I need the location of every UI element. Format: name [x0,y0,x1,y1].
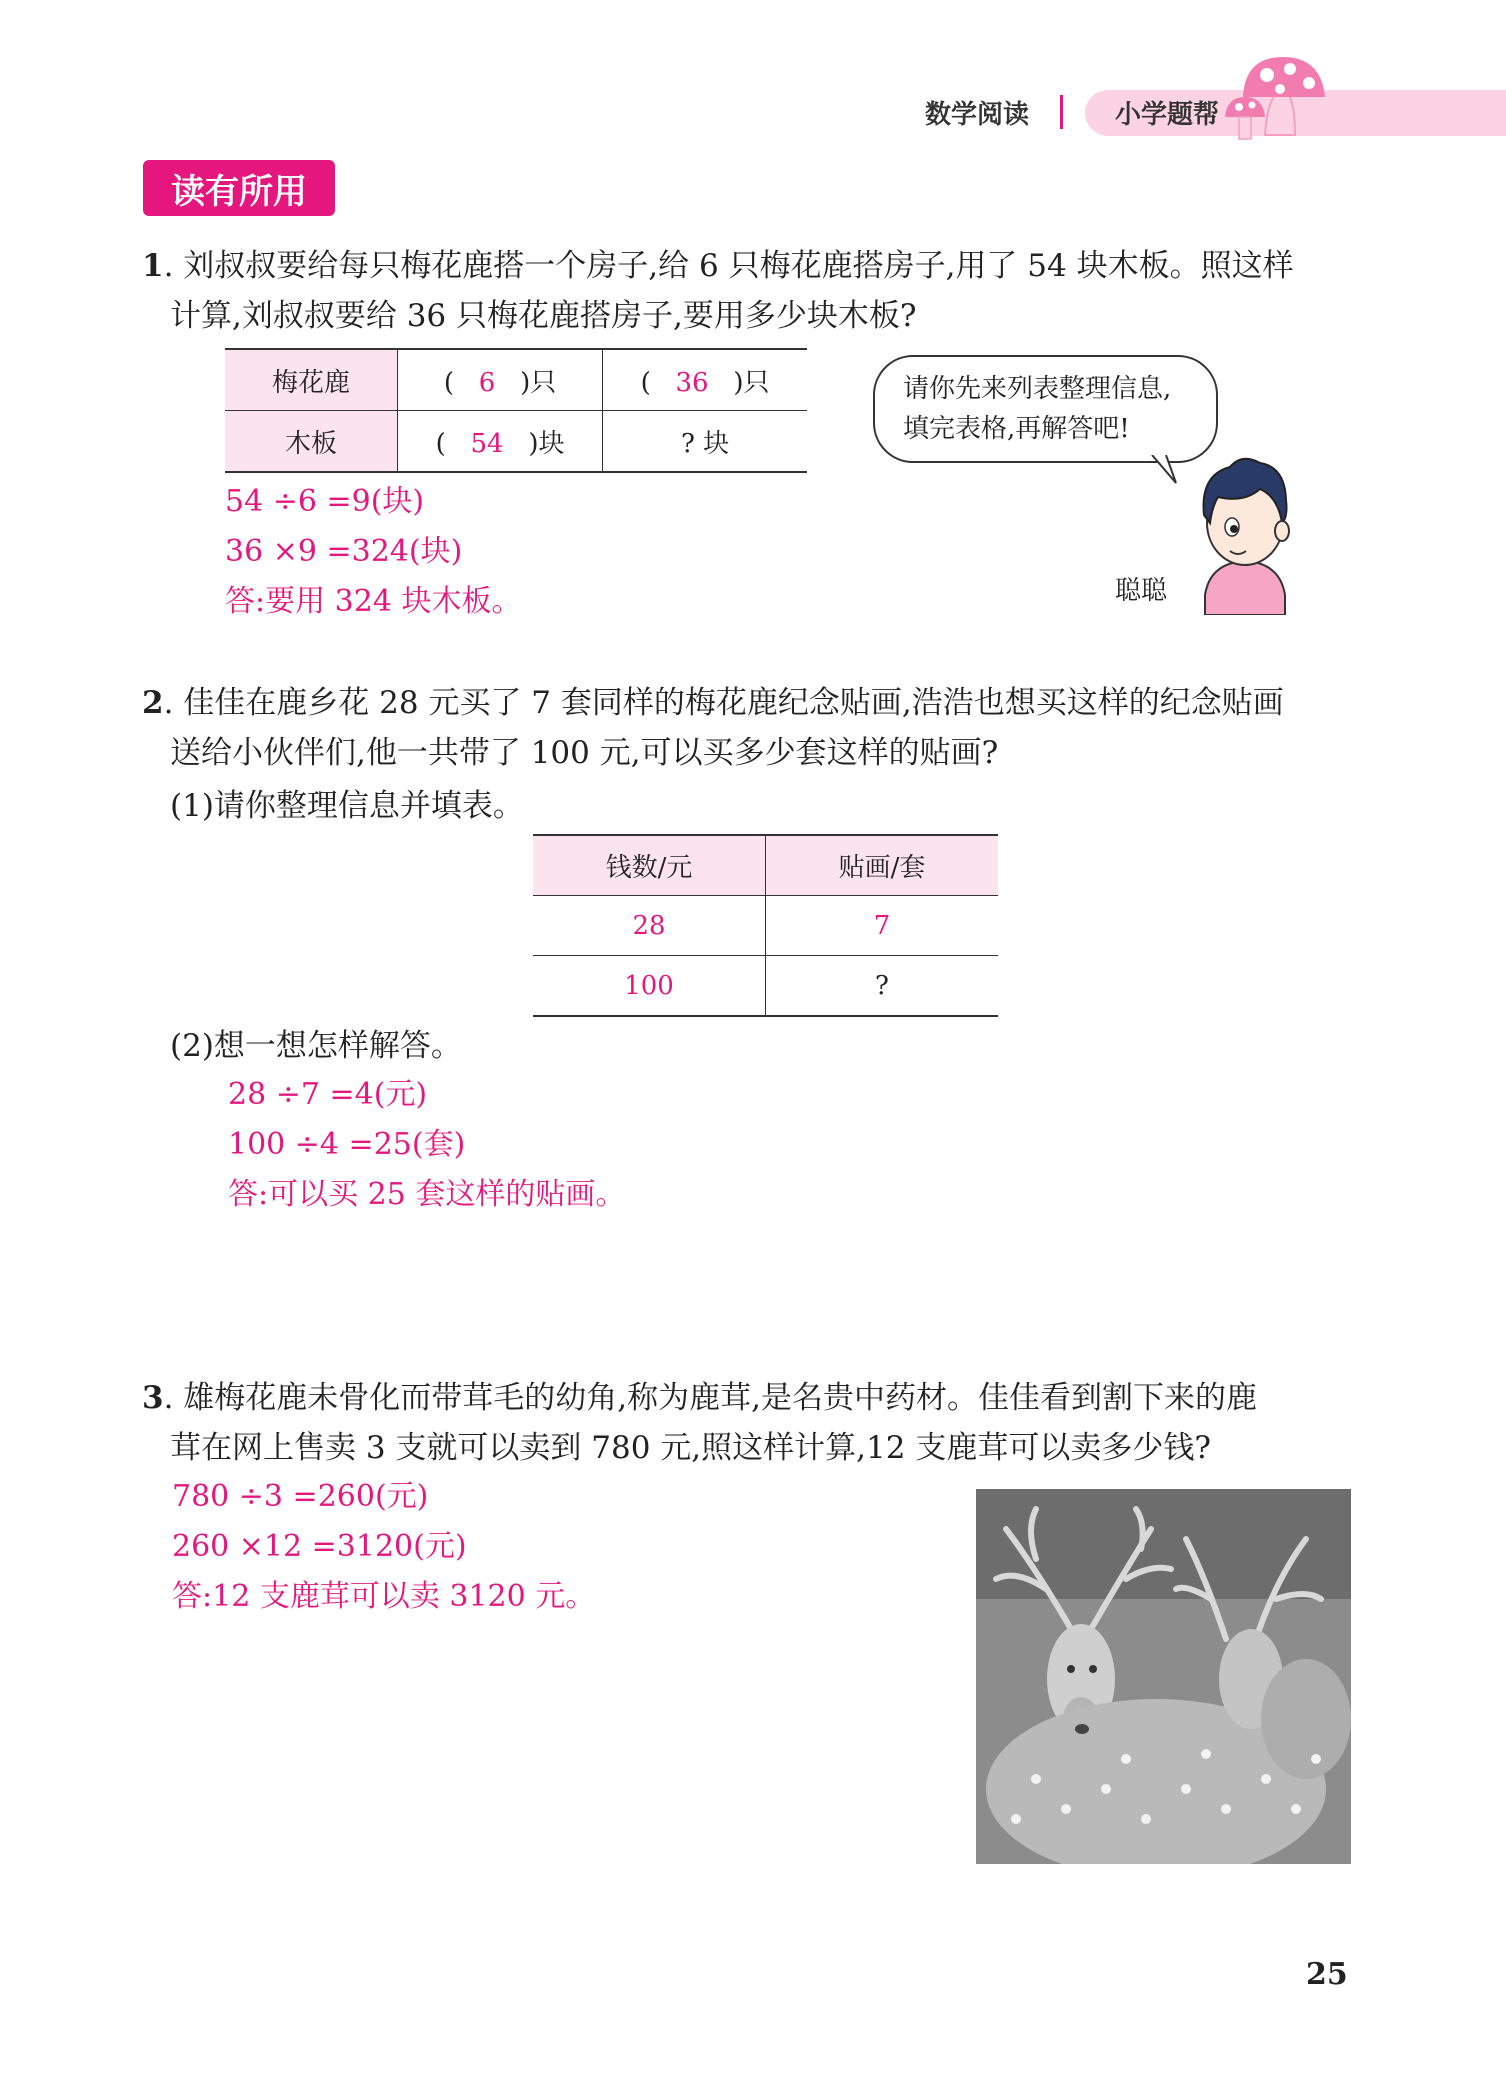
q2-number: 2 [142,685,164,721]
q2-table-cell: ? [875,970,889,1001]
q1-solution-line: 54 ÷6 =9(块) [225,484,425,519]
q1-table-cell: ( 6 )只 [398,349,603,411]
q1-filled-value: 54 [470,428,504,459]
q1-table-cell: ? 块 [680,428,730,459]
q2-table-head-stickers: 贴画/套 [766,835,999,896]
q1-table-head-deer: 梅花鹿 [225,349,398,411]
speech-bubble: 请你先来列表整理信息, 填完表格,再解答吧! [873,355,1218,463]
q1-filled-value: 36 [675,367,709,398]
q1-table-head-boards: 木板 [225,411,398,473]
header-series-title: 小学题帮 [1115,100,1220,130]
q1-solution-line: 36 ×9 =324(块) [225,534,463,569]
q1-table-cell: ( 36 )只 [603,349,807,411]
header-divider [1060,95,1063,129]
q3-line1: 3. 雄梅花鹿未骨化而带茸毛的幼角,称为鹿茸,是名贵中药材。佳佳看到割下来的鹿 [142,1380,1257,1416]
q3-answer: 答:12 支鹿茸可以卖 3120 元。 [172,1579,596,1614]
header-book-title: 数学阅读 [925,100,1030,130]
q2-table [533,834,998,1017]
boy-character-icon [1190,445,1300,615]
q3-solution-line: 780 ÷3 =260(元) [172,1479,429,1514]
q1-line1: 1. 刘叔叔要给每只梅花鹿搭一个房子,给 6 只梅花鹿搭房子,用了 54 块木板。照这样 [142,248,1294,284]
bubble-tail-icon [1150,455,1180,485]
q2-table-head-money: 钱数/元 [533,835,766,896]
q2-part1: (1)请你整理信息并填表。 [170,788,524,824]
section-tag: 读有所用 [143,160,335,216]
q2-line2: 送给小伙伴们,他一共带了 100 元,可以买多少套这样的贴画? [170,735,999,771]
q3-solution-line: 260 ×12 =3120(元) [172,1529,467,1564]
q1-filled-value: 6 [478,367,496,398]
q1-table [225,348,807,473]
page-number: 25 [1306,1957,1348,1992]
q2-table-cell: 100 [533,956,766,1017]
q3-line2: 茸在网上售卖 3 支就可以卖到 780 元,照这样计算,12 支鹿茸可以卖多少钱? [170,1430,1211,1466]
q2-table-cell: 7 [766,896,999,956]
q2-line1: 2. 佳佳在鹿乡花 28 元买了 7 套同样的梅花鹿纪念贴画,浩浩也想买这样的纪念贴画 [142,685,1284,721]
deer-photo [976,1489,1351,1864]
q1-answer: 答:要用 324 块木板。 [225,584,522,619]
mushroom-icon [1225,45,1335,145]
q2-solution-line: 100 ÷4 =25(套) [228,1127,466,1162]
q2-table-cell: 28 [533,896,766,956]
q1-line2: 计算,刘叔叔要给 36 只梅花鹿搭房子,要用多少块木板? [170,298,917,334]
q3-number: 3 [142,1380,164,1416]
q1-number: 1 [142,248,164,284]
q2-solution-line: 28 ÷7 =4(元) [228,1077,428,1112]
q2-answer: 答:可以买 25 套这样的贴画。 [228,1177,626,1212]
character-name: 聪聪 [1115,576,1168,606]
q2-part2: (2)想一想怎样解答。 [170,1028,462,1064]
q1-table-cell: ( 54 )块 [398,411,603,473]
